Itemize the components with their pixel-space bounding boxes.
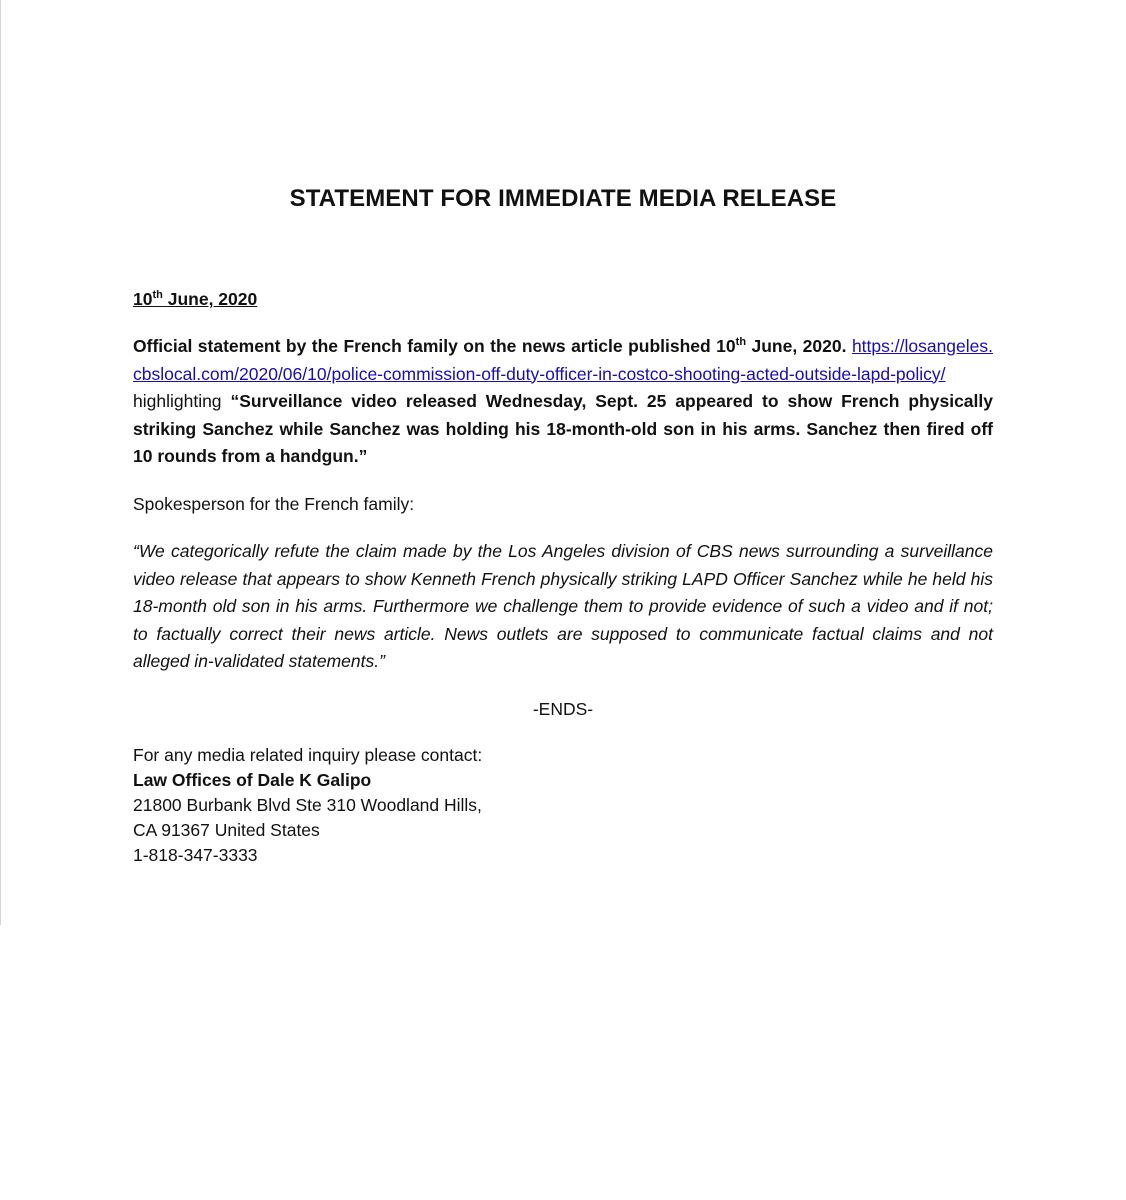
intro-quote: “Surveillance video released Wednesday, Sept. 25 appeared to show French physically striking Sanchez while Sanchez was holding his 18-month-old son in his arms. Sanchez then fired off 10 rounds from a handgun.” xyxy=(133,391,993,466)
spokesperson-label: Spokesperson for the French family: xyxy=(133,493,415,514)
family-statement: “We categorically refute the claim made by the Los Angeles division of CBS news surrounding a surveillance video release that appears to show Kenneth French physically striking LAPD Officer Sanchez while he held his 18-month old son in his arms. Furthermore we challenge them to provide evidence of such a video and if not; to factually correct their news article. News outlets are supposed to communicate factual claims and not alleged in-validated statements.” xyxy=(133,541,993,671)
document-body xyxy=(133,183,993,868)
release-date-suffix: th xyxy=(152,289,163,302)
contact-intro: For any media related inquiry please contact: xyxy=(133,745,483,765)
contact-address-line1: 21800 Burbank Blvd Ste 310 Woodland Hills, xyxy=(133,795,482,815)
release-date-rest: June, 2020 xyxy=(162,289,258,309)
page-edge-divider xyxy=(0,0,1,925)
intro-paragraph xyxy=(133,333,993,471)
release-date xyxy=(133,285,993,313)
contact-address-line2: CA 91367 United States xyxy=(133,820,320,840)
release-date-day: 10 xyxy=(133,289,153,309)
contact-firm: Law Offices of Dale K Galipo xyxy=(133,770,372,790)
intro-lead-rest: June, 2020. xyxy=(746,336,847,356)
contact-phone: 1-818-347-3333 xyxy=(133,845,258,865)
article-link[interactable]: https://losangeles.cbslocal.com/2020/06/10/police-commission-off-duty-officer-in-costco-shooting-acted-outside-lapd-policy/ xyxy=(133,336,993,384)
ends-marker: -ENDS- xyxy=(532,698,594,719)
intro-lead-suffix: th xyxy=(735,336,747,349)
document-title: STATEMENT FOR IMMEDIATE MEDIA RELEASE xyxy=(289,185,837,212)
contact-block xyxy=(133,743,993,868)
intro-lead: Official statement by the French family on the news article published 10 xyxy=(133,336,736,356)
intro-mid: highlighting xyxy=(133,391,231,411)
